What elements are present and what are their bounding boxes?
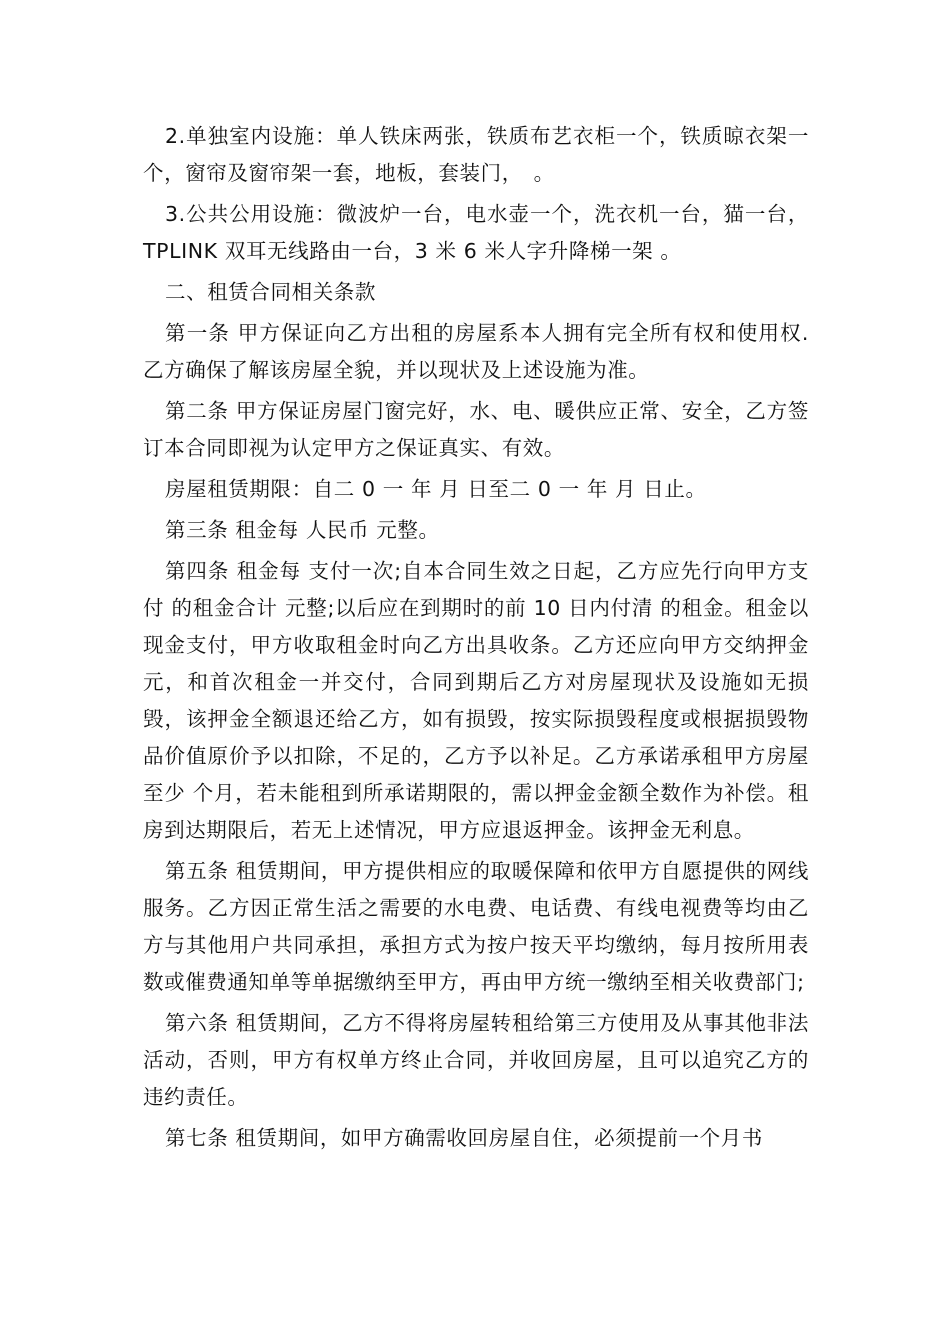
section-heading-lease-terms: 二、租赁合同相关条款: [165, 280, 376, 304]
clause-2: 第二条 甲方保证房屋门窗完好，水、电、暖供应正常、安全，乙方签订本合同即视为认定甲方之保证真实、有效。: [143, 399, 809, 460]
clause-1: 第一条 甲方保证向乙方出租的房屋系本人拥有完全所有权和使用权.乙方确保了解该房屋全貌，并以现状及上述设施为准。: [143, 321, 809, 382]
clause-7: 第七条 租赁期间，如甲方确需收回房屋自住，必须提前一个月书: [165, 1126, 763, 1150]
clause-3: 第三条 租金每 人民币 元整。: [165, 518, 440, 542]
paragraph-indoor-facilities: 2.单独室内设施：单人铁床两张，铁质布艺衣柜一个，铁质晾衣架一个，窗帘及窗帘架一套，地板，套装门， 。: [143, 124, 809, 185]
document-body: [143, 118, 809, 1161]
clause-5: 第五条 租赁期间，甲方提供相应的取暖保障和依甲方自愿提供的网线服务。乙方因正常生活之需要的水电费、电话费、有线电视费等均由乙方与其他用户共同承担，承担方式为按户按天平均缴纳，每月按所用表数或催费通知单等单据缴纳至甲方，再由甲方统一缴纳至相关收费部门;: [143, 859, 809, 994]
clause-6: 第六条 租赁期间，乙方不得将房屋转租给第三方使用及从事其他非法活动，否则，甲方有权单方终止合同，并收回房屋，且可以追究乙方的违约责任。: [143, 1011, 809, 1109]
clause-4: 第四条 租金每 支付一次;自本合同生效之日起，乙方应先行向甲方支付 的租金合计 元整;以后应在到期时的前 10 日内付清 的租金。租金以现金支付，甲方收取租金时向乙方出具收条。乙方还应向甲方交纳押金 元，和首次租金一并交付，合同到期后乙方对房屋现状及设施如无损毁，该押金全额退还给乙方，如有损毁，按实际损毁程度或根据损毁物品价值原价予以扣除，不足的，乙方予以补足。乙方承诺承租甲方房屋至少 个月，若未能租到所承诺期限的，需以押金金额全数作为补偿。租房到达期限后，若无上述情况，甲方应退返押金。该押金无利息。: [143, 559, 809, 842]
paragraph-public-facilities: 3.公共公用设施：微波炉一台，电水壶一个，洗衣机一台，猫一台，TPLINK 双耳无线路由一台，3 米 6 米人字升降梯一架 。: [143, 202, 809, 263]
lease-period: 房屋租赁期限：自二 0 一 年 月 日至二 0 一 年 月 日止。: [165, 477, 707, 501]
